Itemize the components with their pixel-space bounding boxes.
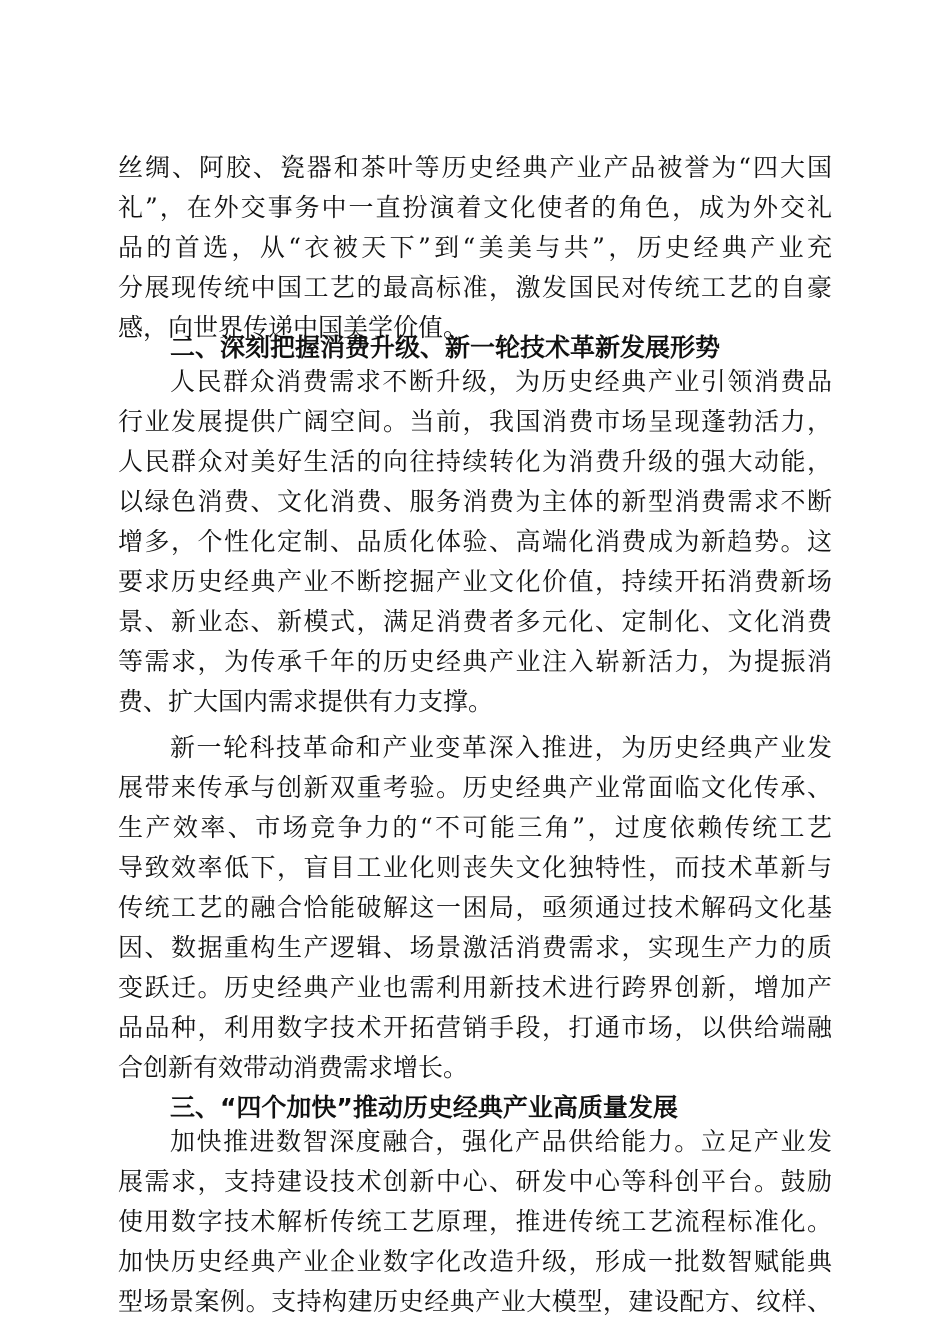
body-line: 生产效率、市场竞争力的“不可能三角”，过度依赖传统工艺 [118,813,832,842]
body-line: 要求历史经典产业不断挖掘产业文化价值，持续开拓消费新场 [118,567,832,596]
body-line: 展需求，支持建设技术创新中心、研发中心等科创平台。鼓励 [118,1167,832,1196]
body-line: 等需求，为传承千年的历史经典产业注入崭新活力，为提振消 [118,647,832,676]
body-line: 品品种，利用数字技术开拓营销手段，打通市场，以供给端融 [118,1013,832,1042]
body-line: 费、扩大国内需求提供有力支撑。 [118,687,494,716]
body-line: 以绿色消费、文化消费、服务消费为主体的新型消费需求不断 [118,487,832,516]
body-line: 传统工艺的融合恰能破解这一困局，亟须通过技术解码文化基 [118,893,832,922]
body-line: 型场景案例。支持构建历史经典产业大模型，建设配方、纹样、 [118,1287,832,1316]
body-line: 导致效率低下，盲目工业化则丧失文化独特性，而技术革新与 [118,853,832,882]
body-line: 因、数据重构生产逻辑、场景激活消费需求，实现生产力的质 [118,933,832,962]
body-line: 礼”，在外交事务中一直扮演着文化使者的角色，成为外交礼 [118,193,832,222]
body-line: 感，向世界传递中国美学价值。 [118,313,469,342]
body-line: 变跃迁。历史经典产业也需利用新技术进行跨界创新，增加产 [118,973,832,1002]
body-line: 分展现传统中国工艺的最高标准，激发国民对传统工艺的自豪 [118,273,832,302]
body-line: 加快历史经典产业企业数字化改造升级，形成一批数智赋能典 [118,1247,832,1276]
body-line: 品的首选，从“衣被天下”到“美美与共”，历史经典产业充 [118,233,832,262]
body-line: 丝绸、阿胶、瓷器和茶叶等历史经典产业产品被誉为“四大国 [118,153,832,182]
body-line: 人民群众消费需求不断升级，为历史经典产业引领消费品 [170,367,832,396]
body-line: 合创新有效带动消费需求增长。 [118,1053,469,1082]
body-line: 人民群众对美好生活的向往持续转化为消费升级的强大动能， [118,447,832,476]
body-line: 新一轮科技革命和产业变革深入推进，为历史经典产业发 [170,733,832,762]
section-heading: 三、“四个加快”推动历史经典产业高质量发展 [170,1093,678,1122]
body-line: 使用数字技术解析传统工艺原理，推进传统工艺流程标准化。 [118,1207,832,1236]
body-line: 行业发展提供广阔空间。当前，我国消费市场呈现蓬勃活力， [118,407,832,436]
body-line: 增多，个性化定制、品质化体验、高端化消费成为新趋势。这 [118,527,832,556]
body-line: 展带来传承与创新双重考验。历史经典产业常面临文化传承、 [118,773,832,802]
section-heading: 二、深刻把握消费升级、新一轮技术革新发展形势 [170,333,721,362]
body-line: 加快推进数智深度融合，强化产品供给能力。立足产业发 [170,1127,832,1156]
body-line: 景、新业态、新模式，满足消费者多元化、定制化、文化消费 [118,607,832,636]
